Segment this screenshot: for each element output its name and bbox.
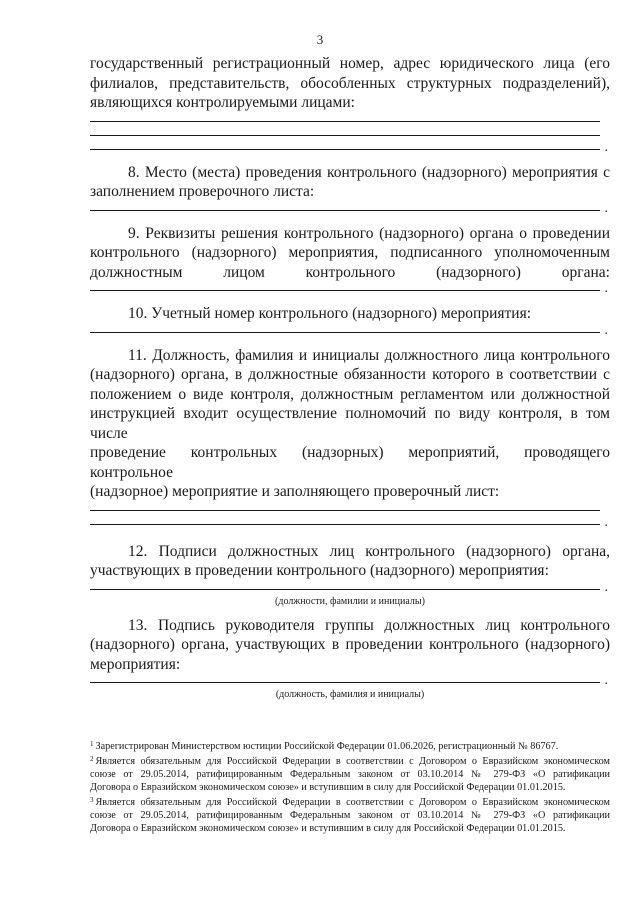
item-12: [90, 542, 610, 608]
item-9-line: должностным лицом контрольного (надзорного) органа:: [90, 263, 610, 281]
item-13: [90, 616, 610, 702]
line-end-mark: .: [604, 673, 608, 688]
item-11-line: 11. Должность, фамилия и инициалы должностного лица контрольного: [128, 346, 610, 364]
item-10-line: 10. Учетный номер контрольного (надзорного) мероприятия:: [128, 305, 532, 322]
footnote-mark: 1: [90, 740, 94, 748]
line-end-mark: .: [604, 579, 608, 595]
signature-caption: (должность, фамилия и инициалы): [275, 689, 425, 700]
item-11-line: инструкцией входит осуществление полномочий по виду контроля, в том числе: [90, 405, 610, 442]
intro-line: филиалов, представительств, обособленных структурных подразделений),: [90, 74, 610, 92]
signature-caption: (должности, фамилии и инициалы): [275, 595, 425, 607]
fill-line: [90, 202, 610, 216]
item-8-line: заполнением проверочного листа:: [90, 183, 315, 200]
item-11-line: (надзорного) органа, в должностные обязанности которого в соответствии с: [90, 366, 610, 383]
item-13-line: 13. Подпись руководителя группы должностных лиц контрольного: [128, 616, 610, 634]
line-end-mark: .: [604, 514, 608, 530]
footnote-line: союзе от 29.05.2014, ратифицированным Федеральным законом от 03.10.2014 № 279-ФЗ «О ратификации: [90, 769, 610, 780]
fill-line: [90, 516, 610, 530]
item-9-line: 9. Реквизиты решения контрольного (надзорного) органа о проведении: [128, 224, 610, 242]
footnote-text: Зарегистрирован Министерством юстиции Российской Федерации 01.06.2026, регистрационный № 86767.: [95, 741, 559, 752]
fill-line: [90, 581, 610, 595]
item-12-line: участвующих в проведении контрольного (надзорного) мероприятия:: [90, 562, 549, 579]
intro-line: являющихся контролируемыми лицами:: [90, 94, 355, 111]
footnote-mark: 3: [90, 796, 94, 804]
item-9: [90, 224, 610, 297]
footnote-line: союзе от 29.05.2014, ратифицированным Федеральным законом от 03.10.2014 № 279-ФЗ «О ратификации: [90, 810, 610, 821]
line-end-mark: .: [604, 139, 608, 155]
fill-line: [90, 113, 610, 127]
fill-line: [90, 141, 610, 155]
item-13-line: (надзорного) органа, участвующих в проведении контрольного (надзорного): [90, 636, 610, 653]
line-end-mark: .: [604, 322, 608, 338]
footnote-text: Является обязательным для Российской Федерации в соответствии с Договором о Евразийском экономическом: [95, 797, 610, 808]
intro-line: государственный регистрационный номер, адрес юридического лица (его: [90, 55, 610, 72]
fill-line: [90, 282, 610, 296]
intro-section: [90, 54, 610, 155]
footnote-mark: 2: [90, 755, 94, 763]
footnotes: [90, 738, 610, 835]
footnote-text: Является обязательным для Российской Федерации в соответствии с Договором о Евразийском экономическом: [95, 756, 610, 767]
line-end-mark: .: [604, 281, 608, 296]
footnote-line: [90, 753, 610, 768]
footnote-3: [90, 794, 610, 835]
page-number: 3: [316, 32, 324, 47]
fill-line: [90, 502, 610, 516]
footnote-1: [90, 738, 610, 753]
item-12-line: 12. Подписи должностных лиц контрольного (надзорного) органа,: [128, 542, 610, 560]
item-11-line: положением о виде контроля, должностным регламентом или должностной: [90, 385, 610, 403]
fill-line: [90, 127, 610, 141]
item-8-line: 8. Место (места) проведения контрольного (надзорного) мероприятия с: [128, 163, 610, 181]
fill-line: [90, 674, 610, 688]
item-11-line: (надзорное) мероприятие и заполняющего проверочный лист:: [90, 483, 500, 500]
footnote-2: [90, 753, 610, 794]
item-13-line: мероприятия:: [90, 655, 181, 673]
item-10: [90, 304, 610, 338]
fill-line: [90, 324, 610, 338]
footnote-line: Договора о Евразийском экономическом союзе» и вступившим в силу для Российской Федерации 01.01.2015.: [90, 823, 566, 834]
item-11: [90, 346, 610, 530]
footnote-line: Договора о Евразийском экономическом союзе» и вступившим в силу для Российской Федерации 01.01.2015.: [90, 782, 566, 793]
line-end-mark: .: [604, 200, 608, 216]
item-8: [90, 163, 610, 216]
document-body: [90, 54, 610, 701]
footnote-line: [90, 794, 610, 809]
item-9-line: контрольного (надзорного) мероприятия, подписанного уполномоченным: [90, 244, 610, 261]
item-11-line: проведение контрольных (надзорных) мероприятий, проводящего контрольное: [90, 444, 610, 481]
